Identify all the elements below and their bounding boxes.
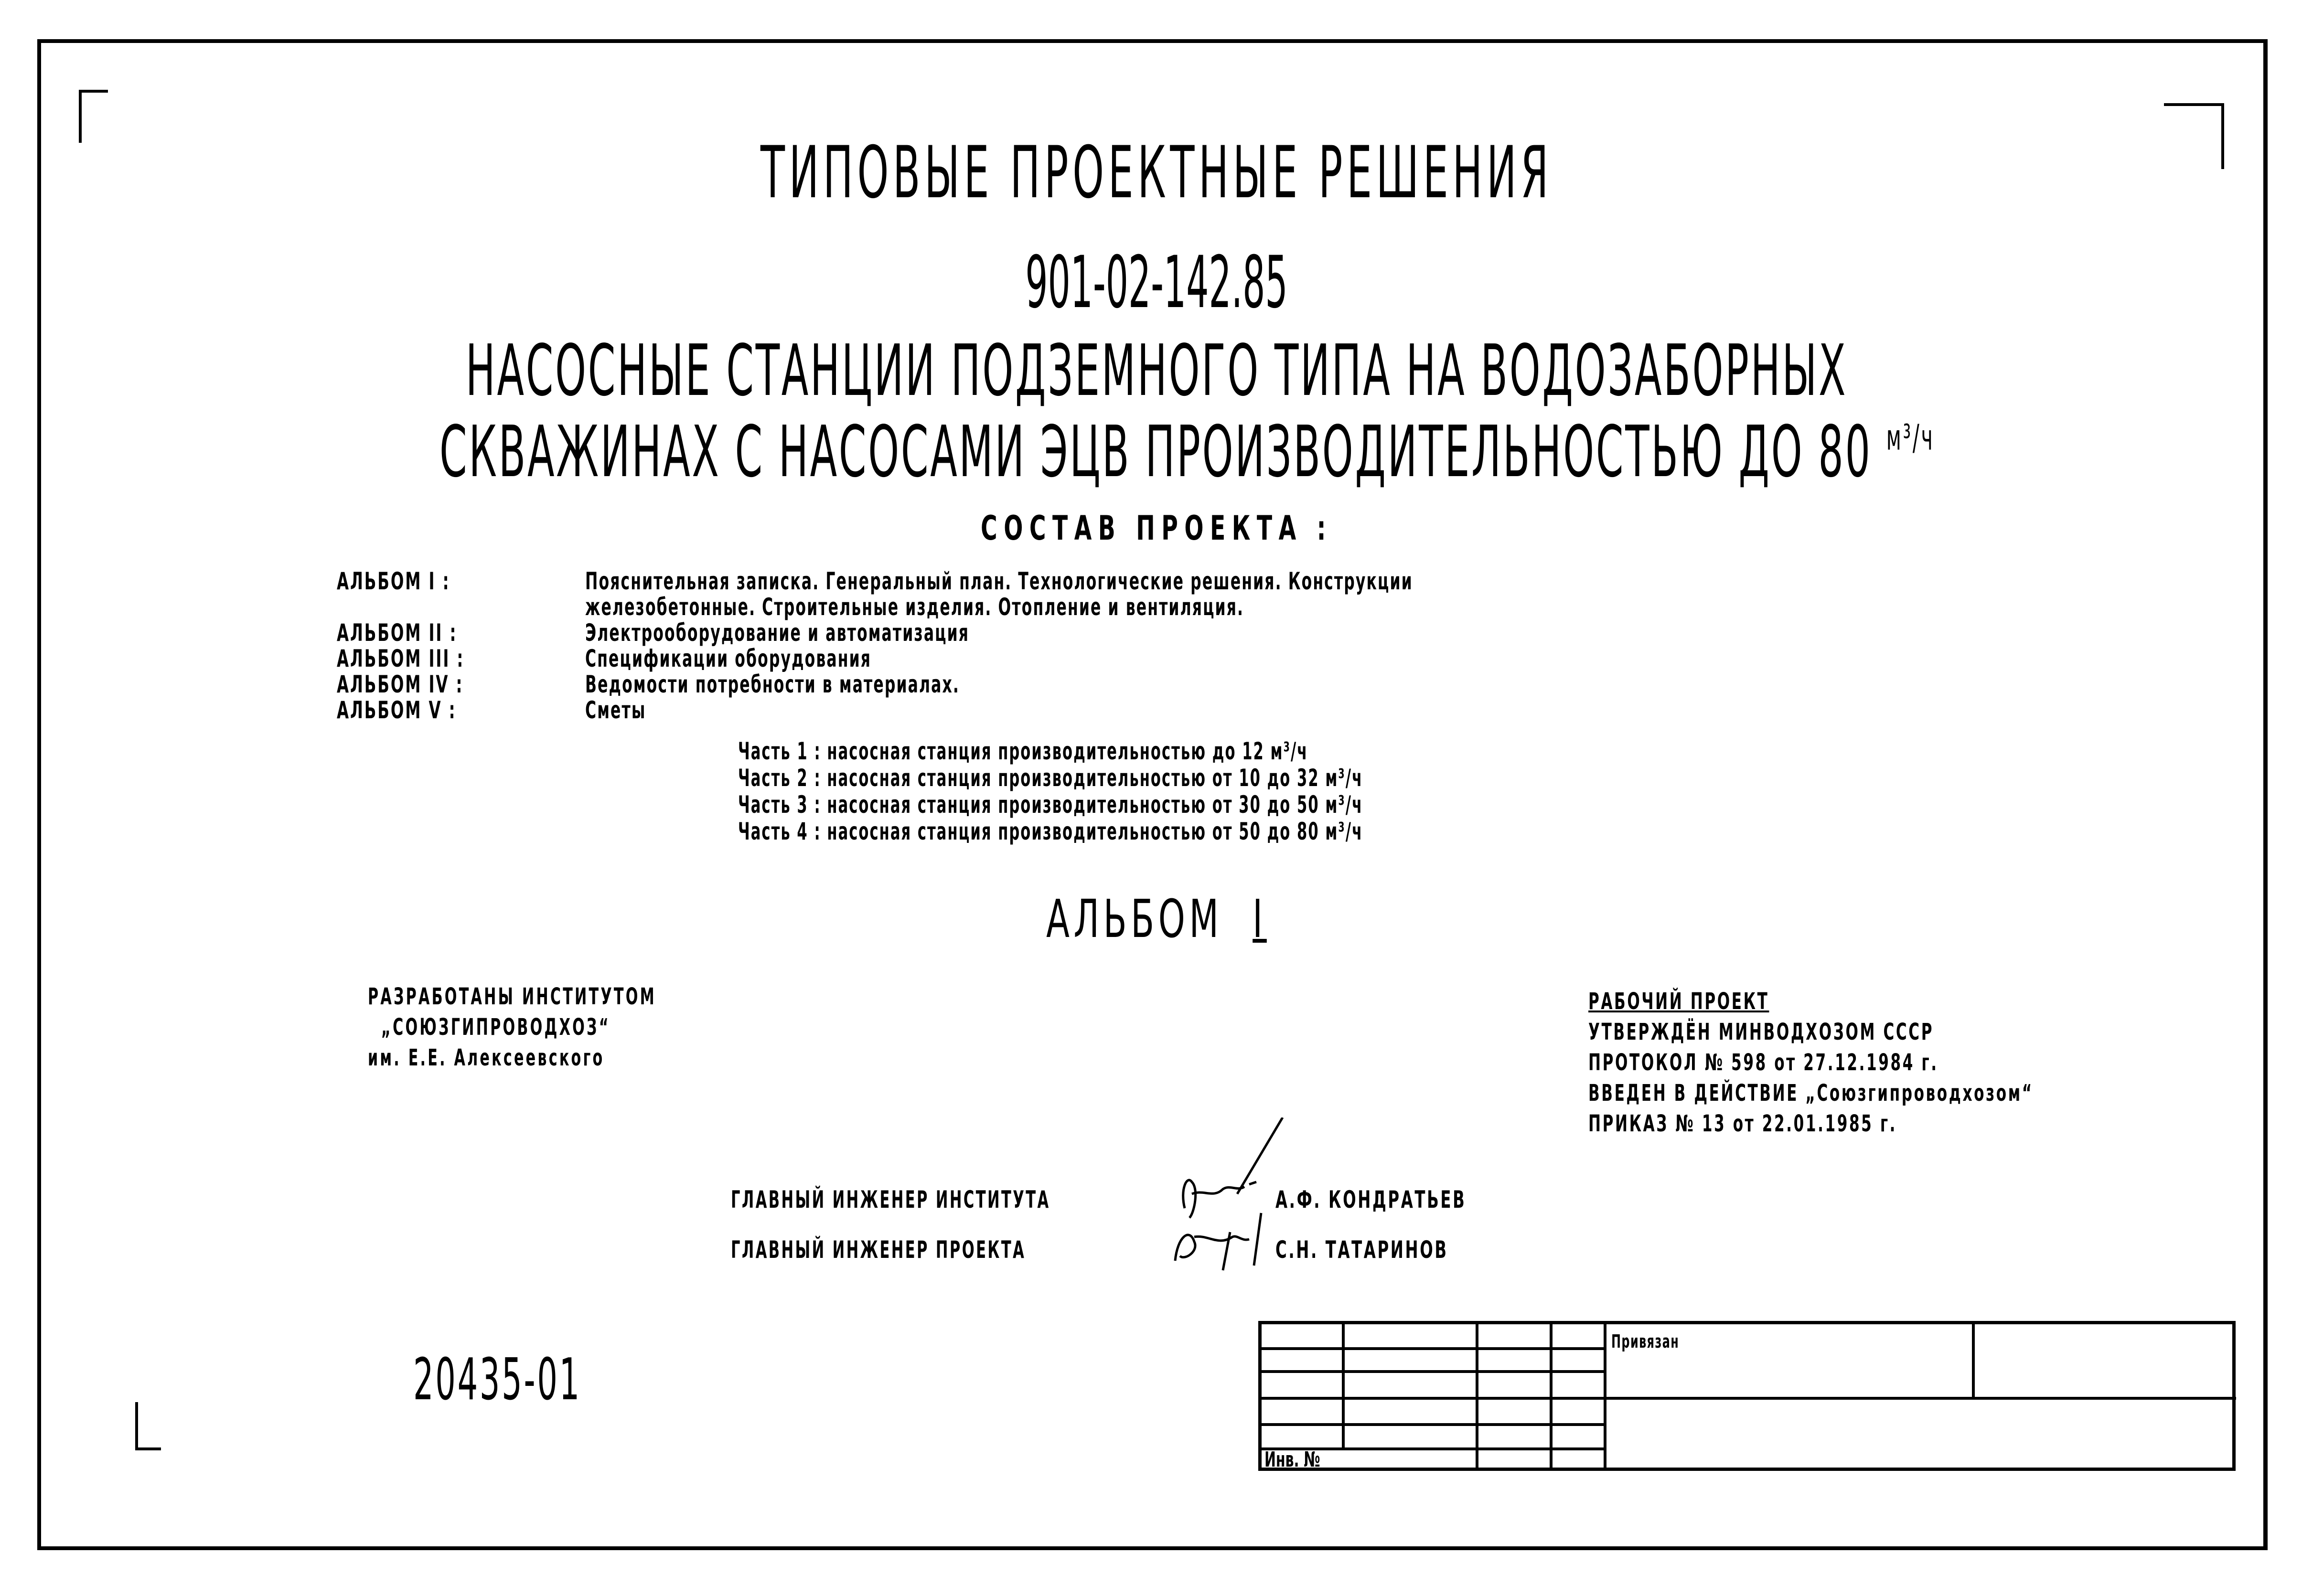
document-code: 901-02-142.85: [1025, 241, 1288, 324]
grid-line: [1262, 1397, 2236, 1400]
title-stamp-table: [1258, 1321, 2236, 1471]
estimate-parts-list: [738, 738, 1363, 845]
album-text: железобетонные. Строительные изделия. Отопление и вентиляция.: [585, 593, 1244, 621]
signatory-name: А.Ф. КОНДРАТЬЕВ: [1275, 1186, 1467, 1213]
album-heading: [324, 888, 1989, 949]
signature-row: [731, 1175, 1541, 1225]
signatory-name: С.Н. ТАТАРИНОВ: [1275, 1236, 1448, 1264]
album-heading-number: I: [1253, 888, 1267, 949]
developer-block: [368, 981, 656, 1073]
album-label: АЛЬБОМ III :: [337, 645, 465, 672]
unit-denominator: ч: [1921, 417, 1935, 458]
album-heading-label: АЛЬБОМ: [1046, 888, 1223, 949]
album-row: [337, 620, 1767, 646]
unit-numerator: м³: [1886, 417, 1913, 458]
heading-unit: м³/ч: [1886, 417, 1935, 458]
bound-label: Привязан: [1611, 1331, 1680, 1352]
approval-line: УТВЕРЖДЁН МИНВОДХОЗОМ СССР: [1588, 1019, 1934, 1045]
grid-line: [1476, 1324, 1478, 1468]
approval-line: ПРОТОКОЛ № 598 от 27.12.1984 г.: [1588, 1049, 1938, 1076]
developer-line: им. Е.Е. Алексеевского: [368, 1044, 605, 1071]
grid-line: [1604, 1324, 1606, 1468]
approval-line: ПРИКАЗ № 13 от 22.01.1985 г.: [1588, 1110, 1897, 1137]
album-row: [337, 671, 1767, 697]
approval-line: ВВЕДЕН В ДЕЙСТВИЕ „Союзгипроводхозом“: [1588, 1080, 2034, 1107]
heading-text-2: СКВАЖИНАХ С НАСОСАМИ ЭЦВ ПРОИЗВОДИТЕЛЬНОСТЬЮ ДО 80: [439, 411, 1872, 493]
developer-line: РАЗРАБОТАНЫ ИНСТИТУТОМ: [368, 983, 656, 1010]
approval-block: [1588, 986, 2034, 1139]
grid-line: [1262, 1423, 1606, 1426]
crop-mark-top-left: [79, 90, 108, 143]
album-row: [337, 697, 1767, 723]
grid-line: [1262, 1347, 1606, 1350]
signature-row: [731, 1225, 1541, 1275]
grid-line: [1550, 1324, 1553, 1468]
part-item: Часть 4 : насосная станция производительностью от 50 до 80 м³/ч: [738, 818, 1363, 845]
album-row: [337, 568, 1767, 594]
crop-mark-top-right: [2164, 103, 2224, 169]
part-item: Часть 2 : насосная станция производительностью от 10 до 32 м³/ч: [738, 764, 1363, 792]
album-label: [337, 594, 515, 620]
grid-line: [1342, 1324, 1345, 1447]
grid-line: [1972, 1324, 1975, 1397]
grid-line: [1262, 1370, 1606, 1373]
signatory-role: ГЛАВНЫЙ ИНЖЕНЕР ПРОЕКТА: [731, 1236, 1026, 1264]
album-text: Пояснительная записка. Генеральный план. Технологические решения. Конструкции: [585, 567, 1413, 595]
heading-text-1: НАСОСНЫЕ СТАНЦИИ ПОДЗЕМНОГО ТИПА НА ВОДОЗАБОРНЫХ: [465, 330, 1848, 412]
part-item: Часть 1 : насосная станция производительностью до 12 м³/ч: [738, 737, 1308, 765]
project-heading-line2: [439, 411, 1935, 493]
album-label: АЛЬБОМ IV :: [337, 670, 464, 698]
composition-title: СОСТАВ ПРОЕКТА :: [981, 509, 1332, 548]
album-row: [337, 646, 1767, 671]
document-title: ТИПОВЫЕ ПРОЕКТНЫЕ РЕШЕНИЯ: [760, 131, 1553, 214]
inventory-number: 20435-01: [413, 1347, 581, 1413]
album-label: АЛЬБОМ II :: [337, 619, 458, 647]
part-item: Часть 3 : насосная станция производительностью от 30 до 50 м³/ч: [738, 791, 1363, 819]
album-text: Спецификации оборудования: [585, 645, 872, 672]
signatures-block: [731, 1175, 1541, 1275]
album-text: Ведомости потребности в материалах.: [585, 670, 960, 698]
approval-line: РАБОЧИЙ ПРОЕКТ: [1588, 988, 1769, 1015]
album-row: [337, 594, 1767, 620]
album-list: [337, 568, 1767, 723]
album-text: Сметы: [585, 696, 646, 724]
album-label: АЛЬБОМ V :: [337, 696, 457, 724]
crop-mark-bottom-left: [135, 1402, 161, 1450]
inventory-label: Инв. №: [1264, 1447, 1320, 1472]
project-heading-line1: [439, 330, 1874, 412]
signatory-role: ГЛАВНЫЙ ИНЖЕНЕР ИНСТИТУТА: [731, 1186, 1050, 1213]
album-label: АЛЬБОМ I :: [337, 567, 450, 595]
handwritten-signature: [1166, 1117, 1309, 1275]
developer-line: „СОЮЗГИПРОВОДХОЗ“: [381, 1014, 610, 1041]
album-text: Электрооборудование и автоматизация: [585, 619, 970, 647]
